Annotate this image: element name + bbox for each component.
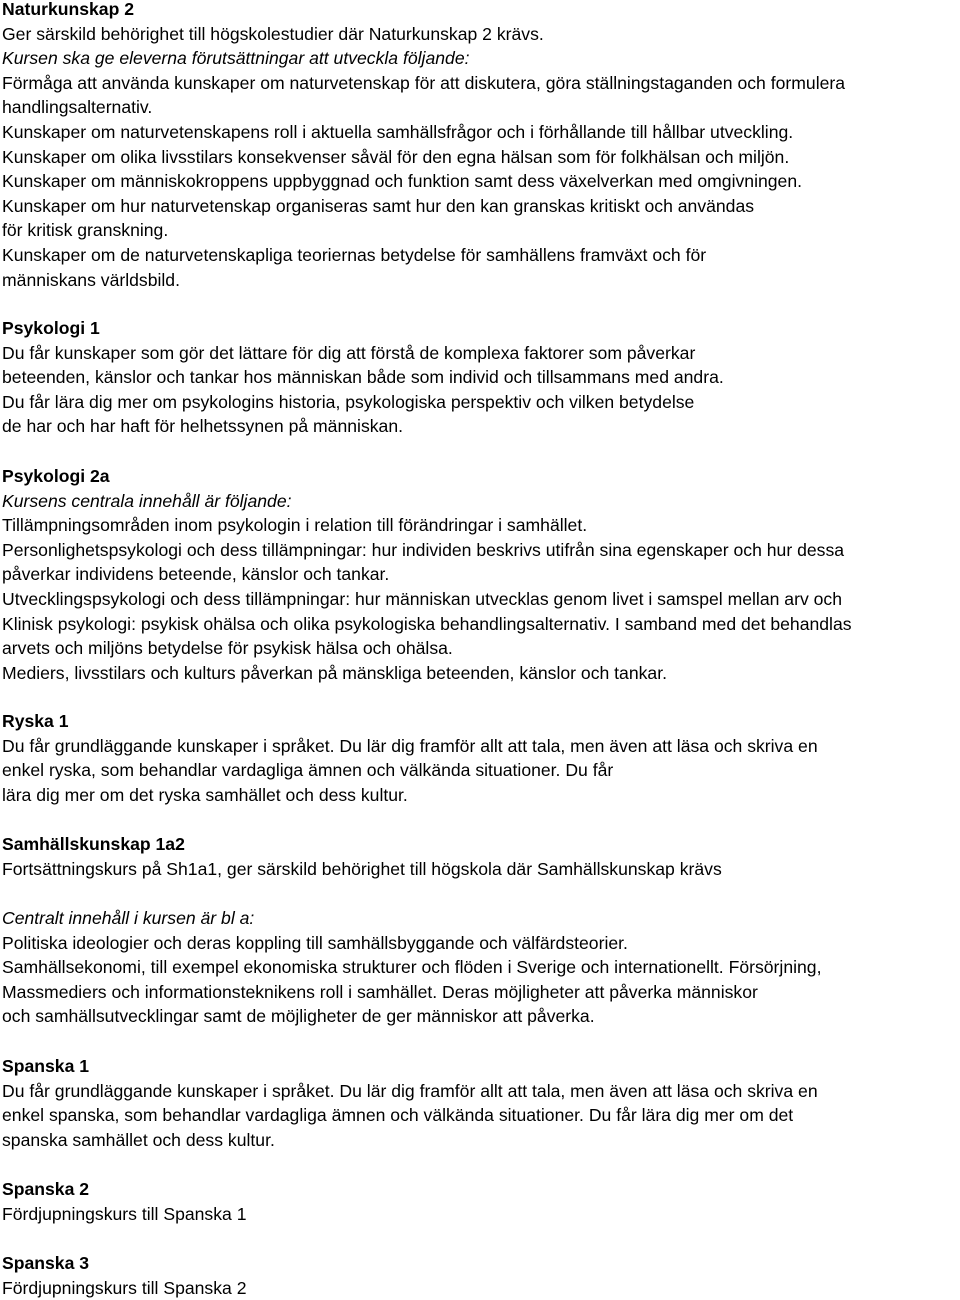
- section-samhallskunskap-content: [2, 906, 821, 1029]
- paragraph-line: Ger särskild behörighet till högskolestudier där Naturkunskap 2 krävs.: [2, 23, 544, 44]
- section-title: Psykologi 1: [2, 318, 100, 338]
- paragraph-line: beteenden, känslor och tankar hos människan både som individ och tillsammans med andra.: [2, 367, 724, 388]
- paragraph-line: spanska samhället och dess kultur.: [2, 1129, 275, 1150]
- section-intro: Kursens centrala innehåll är följande:: [2, 490, 292, 511]
- paragraph-line: Du får grundläggande kunskaper i språket. Du lär dig framför allt att tala, men även att läsa och skriva en: [2, 735, 818, 756]
- paragraph-line: Fördjupningskurs till Spanska 1: [2, 1203, 247, 1224]
- paragraph-line: för kritisk granskning.: [2, 220, 169, 241]
- section-spanska-2: [2, 1177, 246, 1226]
- paragraph-line: Kunskaper om människokroppens uppbyggnad och funktion samt dess växelverkan med omgivningen.: [2, 171, 803, 192]
- section-intro: Centralt innehåll i kursen är bl a:: [2, 908, 255, 928]
- section-title: Spanska 3: [2, 1253, 90, 1273]
- paragraph-line: Fortsättningskurs på Sh1a1, ger särskild behörighet till högskola där Samhällskunskap krävs: [2, 858, 722, 879]
- section-spanska-3: [2, 1251, 246, 1300]
- section-title: Spanska 2: [2, 1179, 90, 1199]
- paragraph-line: Kunskaper om hur naturvetenskap organiseras samt hur den kan granskas kritiskt och användas: [2, 195, 755, 216]
- paragraph-line: Mediers, livsstilars och kulturs påverkan på mänskliga beteenden, känslor och tankar.: [2, 662, 667, 683]
- section-title: Naturkunskap 2: [2, 0, 134, 19]
- paragraph-line: Massmediers och informationsteknikens roll i samhället. Deras möjligheter att påverka människor: [2, 981, 758, 1002]
- paragraph-line: människans världsbild.: [2, 269, 180, 290]
- paragraph-line: Klinisk psykologi: psykisk ohälsa och olika psykologiska behandlingsalternativ. I samband med det behandlas: [2, 613, 852, 634]
- paragraph-line: Kursen ska ge eleverna förutsättningar att utveckla följande:: [2, 48, 470, 69]
- paragraph-line: påverkar individens beteende, känslor och tankar.: [2, 564, 390, 585]
- paragraph-line: Samhällsekonomi, till exempel ekonomiska strukturer och flöden i Sverige och internationellt. Försörjning,: [2, 957, 822, 978]
- paragraph-line: Du får lära dig mer om psykologins historia, psykologiska perspektiv och vilken betydelse: [2, 391, 695, 412]
- paragraph-line: Förmåga att använda kunskaper om naturvetenskap för att diskutera, göra ställningstaganden och formulera: [2, 72, 846, 93]
- section-ryska-1: [2, 709, 818, 807]
- paragraph-line: de har och har haft för helhetssynen på människan.: [2, 416, 403, 437]
- section-title: Spanska 1: [2, 1056, 90, 1076]
- paragraph-line: Kunskaper om de naturvetenskapliga teoriernas betydelse för samhällens framväxt och för: [2, 244, 707, 265]
- paragraph-line: Utvecklingspsykologi och dess tillämpningar: hur människan utvecklas genom livet i samspel mellan arv och: [2, 588, 842, 609]
- paragraph-line: Du får grundläggande kunskaper i språket. Du lär dig framför allt att tala, men även att läsa och skriva en: [2, 1080, 818, 1101]
- paragraph-line: Fördjupningskurs till Spanska 2: [2, 1277, 247, 1298]
- paragraph-line: enkel spanska, som behandlar vardagliga ämnen och välkända situationer. Du får lära dig mer om det: [2, 1105, 794, 1126]
- paragraph-line: Tillämpningsområden inom psykologin i relation till förändringar i samhället.: [2, 515, 588, 536]
- section-title: Psykologi 2a: [2, 466, 110, 486]
- paragraph-line: Politiska ideologier och deras koppling till samhällsbyggande och välfärdsteorier.: [2, 932, 628, 953]
- section-title: Ryska 1: [2, 711, 69, 731]
- section-psykologi-1: [2, 316, 724, 439]
- paragraph-line: och samhällsutvecklingar samt de möjligheter de ger människor att påverka.: [2, 1006, 595, 1027]
- paragraph-line: enkel ryska, som behandlar vardagliga ämnen och välkända situationer. Du får: [2, 760, 614, 781]
- paragraph-line: Kunskaper om olika livsstilars konsekvenser såväl för den egna hälsan som för folkhälsan och miljön.: [2, 146, 790, 167]
- paragraph-line: handlingsalternativ.: [2, 97, 153, 118]
- section-samhallskunskap-1a2: [2, 832, 722, 881]
- section-naturkunskap-2: [2, 0, 845, 292]
- section-title: Samhällskunskap 1a2: [2, 834, 185, 854]
- section-spanska-1: [2, 1054, 818, 1152]
- paragraph-line: lära dig mer om det ryska samhället och dess kultur.: [2, 784, 408, 805]
- paragraph-line: Kunskaper om naturvetenskapens roll i aktuella samhällsfrågor och i förhållande till hållbar utveckling.: [2, 121, 794, 142]
- paragraph-line: arvets och miljöns betydelse för psykisk hälsa och ohälsa.: [2, 638, 453, 659]
- paragraph-line: Personlighetspsykologi och dess tillämpningar: hur individen beskrivs utifrån sina egenskaper och hur dessa: [2, 539, 845, 560]
- paragraph-line: Du får kunskaper som gör det lättare för dig att förstå de komplexa faktorer som påverkar: [2, 342, 696, 363]
- section-psykologi-2a: [2, 464, 852, 685]
